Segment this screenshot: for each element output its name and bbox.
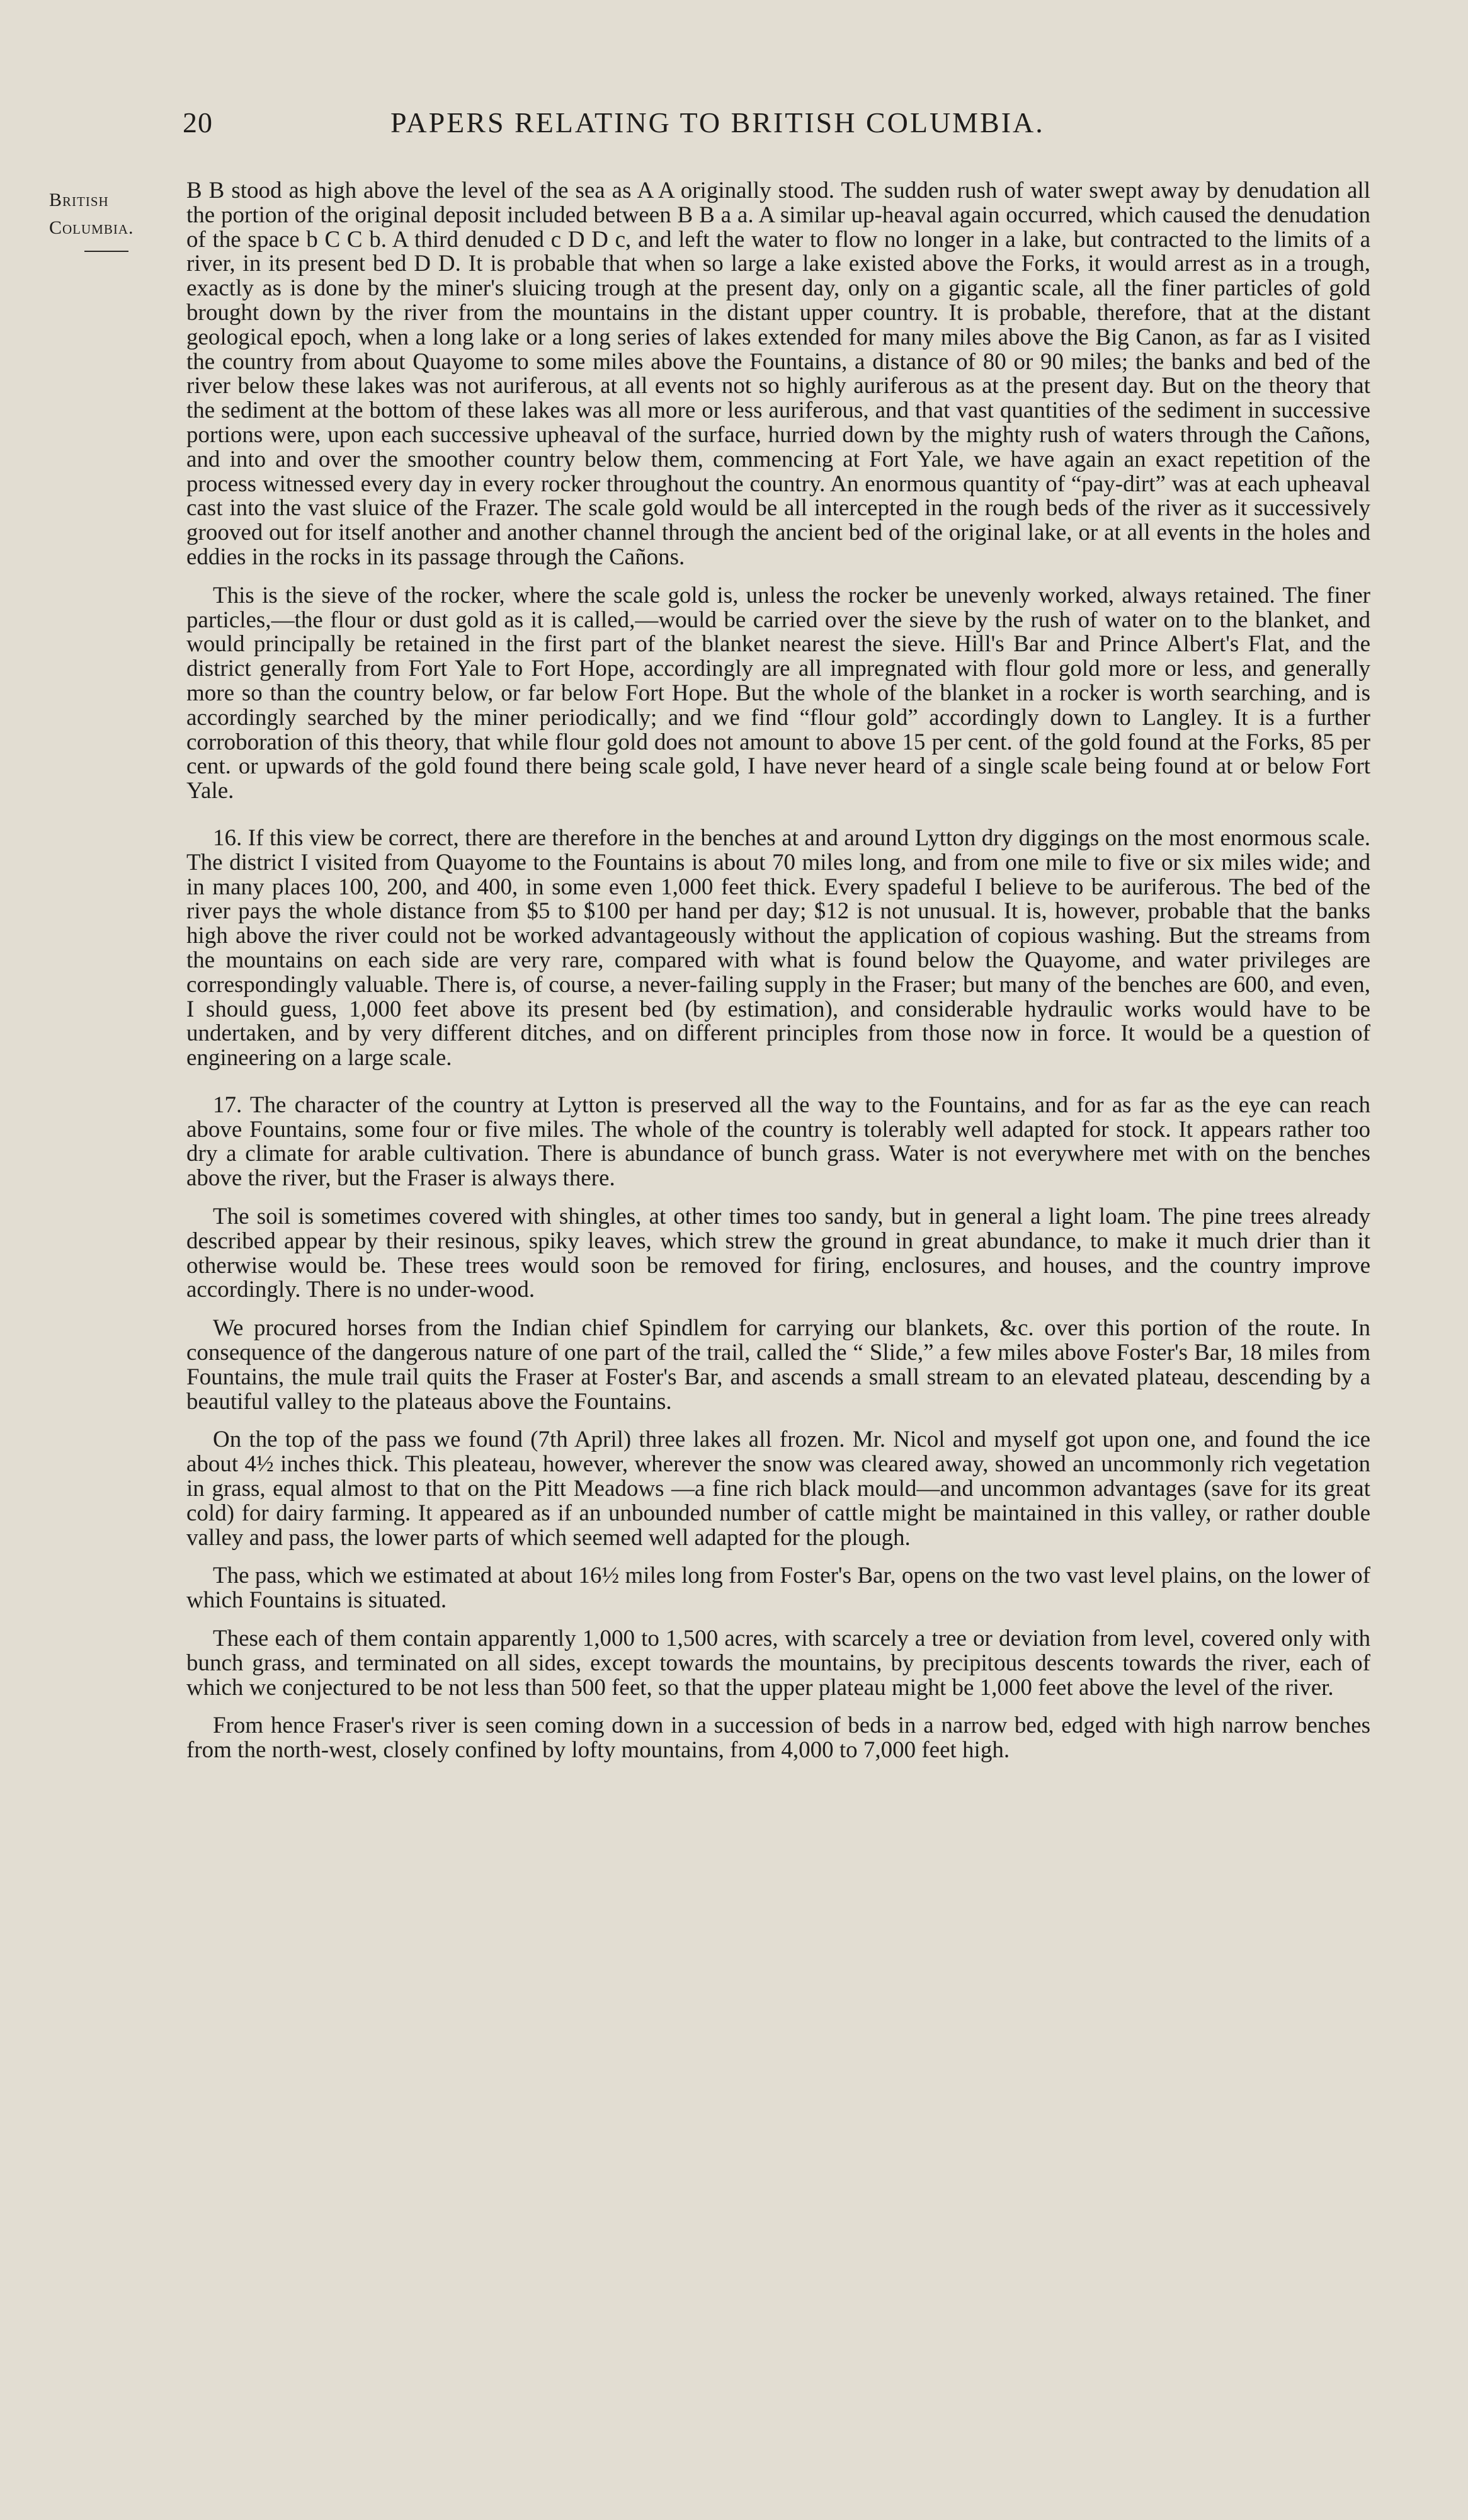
paragraph-denudation: B B stood as high above the level of the sea as A A originally stood. The sudden rush of water swept away by denudation all the portion of the original deposit included between B B a a. A similar up-heaval again occurred, which caused the denudation of the space b C C b. A third denuded c D D c, and left the water to flow no longer in a lake, but contracted to the limits of a river, in its present bed D D. It is probable that when so large a lake existed above the Forks, it would arrest as in a trough, exactly as is done by the miner's sluicing trough at the present day, only on a gigantic scale, all the finer particles of gold brought down by the river from the mountains in the distant upper country. It is probable, therefore, that at the distant geological epoch, when a long lake or a long series of lakes extended for many miles above the Big Canon, as far as I visited the country from about Quayome to some miles above the Fountains, a distance of 80 or 90 miles; the banks and bed of the river below these lakes was not auriferous, at all events not so highly auriferous as at the present day. But on the theory that the sediment at the bottom of these lakes was all more or less auriferous, and that vast quantities of the sediment in successive portions were, upon each successive upheaval of the surface, hurried down by the mighty rush of waters through the Cañons, and into and over the smoother country below them, commencing at Fort Yale, we have again an exact repetition of the process witnessed every day in every rocker throughout the country. An enormous quantity of “pay-dirt” was at each upheaval cast into the vast sluice of the Frazer. The scale gold would be all intercepted in the rough beds of the river as it successively grooved out for itself another and another channel through the ancient bed of the original lake, or at all events in the holes and eddies in the rocks in its passage through the Cañons. — [186, 178, 1370, 570]
margin-note — [49, 186, 181, 252]
running-title: PAPERS RELATING TO BRITISH COLUMBIA. — [390, 106, 1045, 139]
paragraph-section-17: 17. The character of the country at Lytton is preserved all the way to the Fountains, and for as far as the eye can reach above Fountains, some four or five miles. The whole of the country is tolerably well adapted for stock. It appears rather too dry a climate for arable cultivation. There is abundance of bunch grass. Water is not everywhere met with on the benches above the river, but the Fraser is always there. — [186, 1092, 1370, 1192]
paragraph-plains: These each of them contain apparently 1,000 to 1,500 acres, with scarcely a tree or deviation from level, covered only with bunch grass, and terminated on all sides, except towards the mountains, by precipitous descents towards the river, each of which we conjectured to be not less than 500 feet, so that the upper plateau might be 1,000 feet above the level of the river. — [186, 1626, 1370, 1701]
paragraph-pass-length: The pass, which we estimated at about 16½ miles long from Foster's Bar, opens on the two vast level plains, on the lower of which Fountains is situated. — [186, 1563, 1370, 1614]
margin-note-rule — [84, 251, 128, 252]
paragraph-section-16: 16. If this view be correct, there are therefore in the benches at and around Lytton dry diggings on the most enormous scale. The district I visited from Quayome to the Fountains is about 70 miles long, and from one mile to five or six miles wide; and in many places 100, 200, and 400, in some even 1,000 feet thick. Every spadeful I believe to be auriferous. The bed of the river pays the whole distance from $5 to $100 per hand per day; $12 is not unusual. It is, however, probable that the banks high above the river could not be worked advantageously without the application of copious washing. But the streams from the mountains on each side are very rare, compared with what is found below the Quayome, and water privileges are correspondingly valuable. There is, of course, a never-failing supply in the Fraser; but many of the benches are 600, and even, I should guess, 1,000 feet above its present bed (by estimation), and considerable hydraulic works would have to be undertaken, and by very different ditches, and on different principles from those now in force. It would be a question of engineering on a large scale. — [186, 824, 1370, 1071]
paragraph-pass-lakes: On the top of the pass we found (7th April) three lakes all frozen. Mr. Nicol and myself got upon one, and found the ice about 4½ inches thick. This pleateau, however, wherever the snow was cleared away, showed an uncommonly rich vegetation in grass, equal almost to that on the Pitt Meadows —a fine rich black mould—and uncommon advantages (save for its great cold) for dairy farming. It appeared as if an unbounded number of cattle might be maintained in this valley, or rather double valley and pass, the lower parts of which seemed well adapted for the plough. — [186, 1427, 1370, 1551]
paragraph-rocker-sieve: This is the sieve of the rocker, where the scale gold is, unless the rocker be unevenly worked, always retained. The finer particles,—the flour or dust gold as it is called,—would be carried over the sieve by the rush of water on to the blanket, and would principally be retained in the first part of the blanket nearest the sieve. Hill's Bar and Prince Albert's Flat, and the district generally from Fort Yale to Fort Hope, accordingly are all impregnated with flour gold more or less, and generally more so than the country below, or far below Fort Hope. But the whole of the blanket in a rocker is worth searching, and is accordingly searched by the miner periodically; and we find “flour gold” accordingly down to Langley. It is a further corroboration of this theory, that while flour gold does not amount to above 15 per cent. of the gold found at the Forks, 85 per cent. or upwards of the gold found there being scale gold, I have never heard of a single scale being found at or below Fort Yale. — [186, 582, 1370, 804]
page-header — [183, 106, 1379, 150]
paragraph-frasers-river: From hence Fraser's river is seen coming down in a succession of beds in a narrow bed, edged with high narrow benches from the north-west, closely confined by lofty mountains, from 4,000 to 7,000 feet high. — [186, 1713, 1370, 1764]
margin-note-line-2: Columbia. — [49, 217, 134, 238]
paragraph-horses: We procured horses from the Indian chief Spindlem for carrying our blankets, &c. over this portion of the route. In consequence of the dangerous nature of one part of the trail, called the “ Slide,” a few miles above Foster's Bar, 18 miles from Fountains, the mule trail quits the Fraser at Foster's Bar, and ascends a small stream to an elevated plateau, descending by a beautiful valley to the plateaus above the Fountains. — [186, 1315, 1370, 1415]
page-number: 20 — [183, 106, 213, 139]
margin-note-line-1: British — [49, 190, 109, 210]
body-text — [186, 179, 1370, 1763]
paragraph-soil: The soil is sometimes covered with shingles, at other times too sandy, but in general a light loam. The pine trees already described appear by their resinous, spiky leaves, which strew the ground in great abundance, to make it much drier than it otherwise would be. These trees would soon be removed for firing, enclosures, and houses, and the country improve accordingly. There is no under-wood. — [186, 1204, 1370, 1303]
